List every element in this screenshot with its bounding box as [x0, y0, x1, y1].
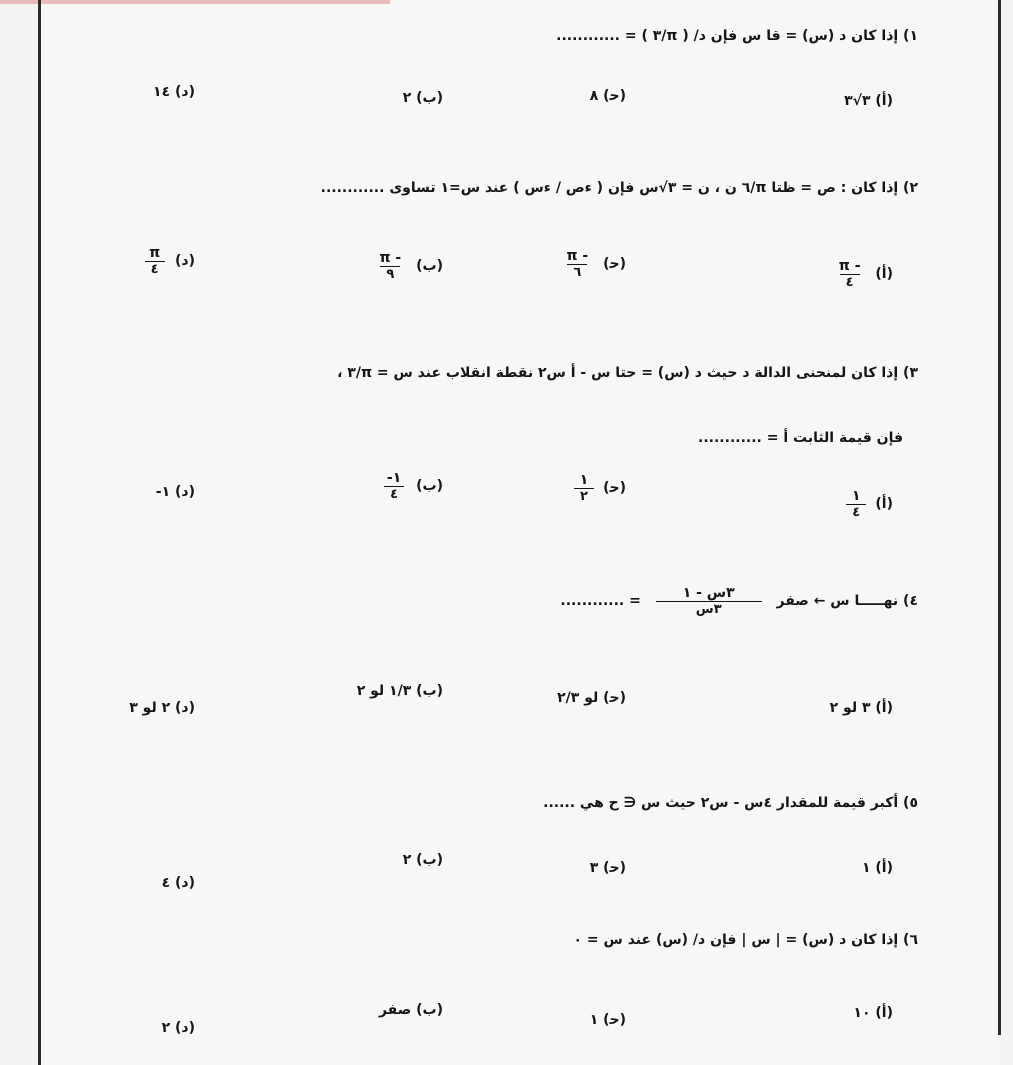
question-4: [560, 585, 918, 617]
q2-d-den: ٤: [145, 261, 165, 277]
q2-option-a: (أ) $\frac{- \pi}{٤}$: [829, 258, 893, 290]
page-border-right: [998, 0, 1001, 1035]
q6-option-c: (ﺣ) ١: [589, 1012, 626, 1028]
q4-option-d: (د) ٢ لو ٣: [129, 700, 195, 716]
q1-option-c: (ﺣ) ٨: [589, 88, 626, 104]
top-edge-strip: [0, 0, 390, 4]
q3-option-c: (ﺣ) $\frac{١}{٢}$: [570, 472, 626, 504]
q2-c-den: ٦: [567, 264, 587, 280]
q3-b-num: ١-: [386, 470, 402, 486]
q2-b-den: ٩: [380, 266, 400, 282]
q3-option-b: (ب) $\frac{١-}{٤}$: [377, 470, 443, 502]
q3-c-num: ١: [579, 472, 589, 488]
q1-option-a: (أ) ٣√٣: [844, 93, 893, 109]
q2-a-num: - π: [838, 258, 861, 274]
q3-option-a: (أ) $\frac{١}{٤}$: [842, 488, 893, 520]
exam-sheet: [40, 0, 1000, 1065]
q6-option-b: (ب) صفر: [378, 1002, 443, 1018]
question-3: [337, 365, 918, 381]
q2-option-b: (ب) $\frac{- \pi}{٩}$: [369, 250, 443, 282]
question-5-text: ٥) أكبر قيمة للمقدار ٤س - س٢ حيث س ∈ ح هي ......: [543, 795, 918, 811]
question-3-text: ٣) إذا كان لمنحنى الدالة د حيث د (س) = حتا س - أ س٢ نقطة انقلاب عند س = π/٣ ،: [337, 365, 918, 381]
q4-option-b: (ب) ١/٣ لو ٢: [356, 683, 443, 699]
q3-a-den: ٤: [846, 504, 866, 520]
q6-option-a: (أ) ١٠: [853, 1005, 893, 1021]
q2-b-num: - π: [379, 250, 402, 266]
q3-a-num: ١: [851, 488, 861, 504]
q4-option-a: (أ) ٣ لو ٢: [829, 700, 893, 716]
question-6-text: ٦) إذا كان د (س) = | س | فإن د/ (س) عند س = ٠: [573, 932, 918, 948]
question-4-tail: = ............: [560, 593, 641, 609]
question-1-text: ١) إذا كان د (س) = قا س فإن د/ ( π/٣ ) = ............: [556, 28, 918, 44]
q4-fraction-numerator: ٣س - ١: [682, 585, 735, 601]
q2-d-num: π: [149, 245, 161, 261]
question-3-line2: [698, 430, 903, 446]
q4-option-c: (ﺣ) لو ٢/٣: [557, 690, 626, 706]
question-5: [543, 795, 918, 811]
q4-fraction-denominator: ٣س: [656, 601, 762, 617]
question-4-limit: ٤) نهـــــا س ← صفر: [776, 593, 918, 609]
q5-option-d: (د) ٤: [161, 875, 195, 891]
question-2-text: ٢) إذا كان : ص = ظتا π/٦ ن ، ن = ٣√س فإن ( ءص / ءس ) عند س=١ تساوى ............: [320, 180, 918, 196]
q2-a-den: ٤: [840, 274, 860, 290]
q2-option-d: (د) $\frac{\pi}{٤}$: [139, 245, 195, 277]
q1-option-d: (د) ١٤: [153, 84, 195, 100]
q3-option-d: (د) ١-: [155, 484, 195, 500]
question-6: [573, 932, 918, 948]
question-2: [321, 180, 918, 196]
q3-c-den: ٢: [574, 488, 594, 504]
page-border-left: [38, 0, 41, 1065]
q5-option-a: (أ) ١: [861, 860, 893, 876]
q6-option-d: (د) ٢: [161, 1020, 195, 1036]
q5-option-c: (ﺣ) ٣: [589, 860, 626, 876]
q5-option-b: (ب) ٢: [402, 852, 443, 868]
q2-c-num: - π: [566, 248, 589, 264]
q2-option-c: (ﺣ) $\frac{- \pi}{٦}$: [556, 248, 626, 280]
question-3-text2: فإن قيمة الثابت أ = ............: [698, 430, 903, 446]
q1-option-b: (ب) ٢: [402, 90, 443, 106]
q3-b-den: ٤: [384, 486, 404, 502]
question-1: [556, 28, 918, 44]
